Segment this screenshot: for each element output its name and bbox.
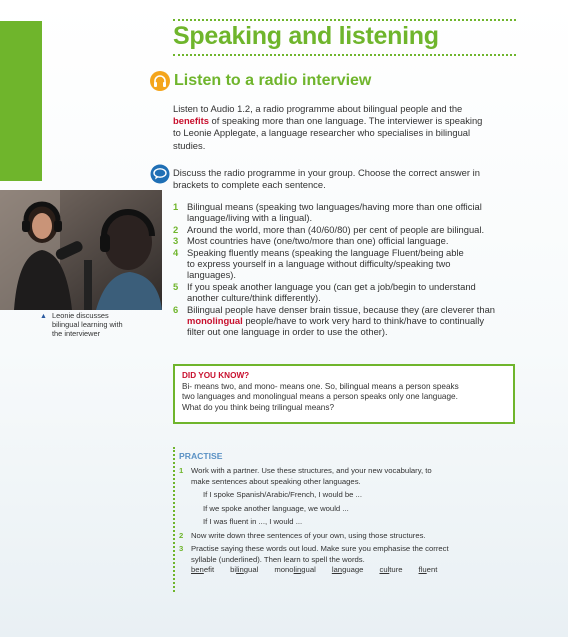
item-text: filter out one language in order to use the other). bbox=[187, 326, 388, 338]
keyword-monolingual: monolingual bbox=[187, 315, 243, 327]
structure-example: If we spoke another language, we would ... bbox=[203, 503, 349, 513]
caption-arrow-icon: ▲ bbox=[40, 313, 47, 320]
word-part: guage bbox=[342, 565, 364, 574]
caption-line: the interviewer bbox=[52, 329, 101, 338]
structure-example: If I spoke Spanish/Arabic/French, I would be ... bbox=[203, 490, 362, 499]
caption-line: bilingual learning with bbox=[52, 320, 123, 329]
item-text: Most countries have (one/two/more than one) official language. bbox=[187, 235, 449, 247]
interview-photo bbox=[0, 190, 162, 310]
list-item bbox=[173, 235, 523, 246]
list-item bbox=[173, 224, 523, 235]
word-part: efit bbox=[203, 565, 215, 574]
word-part: ture bbox=[389, 565, 403, 574]
item-number: 2 bbox=[179, 530, 184, 540]
item-text: Work with a partner. Use these structures, and your new vocabulary, to bbox=[191, 466, 432, 475]
item-number: 3 bbox=[173, 235, 179, 247]
practise-title: PRACTISE bbox=[179, 451, 223, 461]
did-you-know-box bbox=[173, 364, 515, 424]
word-list bbox=[191, 565, 509, 576]
item-number: 5 bbox=[173, 280, 179, 292]
word-part: ent bbox=[426, 565, 438, 574]
speech-bubble-icon bbox=[150, 164, 170, 184]
practise-section bbox=[173, 447, 518, 597]
stressed-syllable: lin bbox=[293, 565, 302, 574]
did-you-know-line: two languages and monolingual means a person speaks only one language. bbox=[182, 392, 458, 402]
item-number: 1 bbox=[173, 201, 179, 212]
word-fluent bbox=[419, 565, 438, 576]
stressed-syllable: lin bbox=[236, 565, 244, 574]
did-you-know-title: DID YOU KNOW? bbox=[182, 371, 250, 380]
item-text: another culture/think differently). bbox=[187, 292, 321, 304]
word-part: gual bbox=[243, 565, 259, 574]
item-text: Now write down three sentences of your own, using those structures. bbox=[191, 530, 426, 540]
keyword-benefits: benefits bbox=[173, 115, 209, 127]
word-part: mono bbox=[274, 565, 294, 574]
intro-line: studies. bbox=[173, 139, 206, 151]
list-item bbox=[179, 544, 509, 576]
stressed-syllable: lan bbox=[331, 565, 343, 574]
photo-caption bbox=[40, 311, 162, 338]
intro-line: to Leonie Applegate, a language researcher who specialises in bilingual bbox=[173, 127, 471, 139]
practise-rule bbox=[173, 447, 175, 592]
item-text: syllable (underlined). Then learn to spell the words. bbox=[191, 554, 365, 564]
item-number: 4 bbox=[173, 246, 179, 258]
item-text: people/have to work very hard to think/have to continually bbox=[242, 315, 485, 327]
page-title: Speaking and listening bbox=[173, 22, 439, 50]
list-item bbox=[179, 531, 509, 542]
word-language bbox=[332, 565, 364, 576]
did-you-know-line: What do you think being trilingual means? bbox=[182, 402, 335, 412]
word-part: bi bbox=[230, 565, 237, 574]
intro-line bbox=[173, 115, 518, 127]
discuss-line: Discuss the radio programme in your group. Choose the correct answer in bbox=[173, 167, 480, 178]
item-text: Bilingual means (speaking two languages/having more than one official bbox=[187, 201, 482, 212]
item-number: 6 bbox=[173, 303, 179, 315]
list-item bbox=[173, 201, 523, 224]
did-you-know-text bbox=[182, 382, 506, 413]
word-culture bbox=[379, 565, 402, 576]
item-text: Practise saying these words out loud. Make sure you emphasise the correct bbox=[191, 544, 449, 553]
list-item bbox=[173, 281, 523, 304]
stressed-syllable: ben bbox=[191, 565, 204, 574]
list-item bbox=[179, 466, 509, 528]
item-text bbox=[187, 315, 523, 326]
item-text: Around the world, more than (40/60/80) per cent of people are bilingual. bbox=[187, 223, 485, 235]
item-text: Bilingual people have denser brain tissue, because they (are cleverer than bbox=[187, 303, 496, 315]
word-benefit bbox=[191, 565, 214, 576]
did-you-know-line: Bi- means two, and mono- means one. So, bilingual means a person speaks bbox=[182, 382, 459, 391]
caption-line: Leonie discusses bbox=[52, 311, 109, 320]
discuss-line: brackets to complete each sentence. bbox=[173, 179, 326, 191]
item-text: make sentences about speaking other languages. bbox=[191, 476, 361, 486]
structure-example: If I was fluent in ..., I would ... bbox=[203, 517, 303, 526]
item-text: If you speak another language you (can get a job/begin to understand bbox=[187, 280, 476, 292]
item-text: Speaking fluently means (speaking the language Fluent/being able bbox=[187, 246, 464, 258]
section-heading bbox=[150, 71, 371, 91]
headphones-icon bbox=[150, 71, 170, 91]
list-item bbox=[173, 304, 523, 338]
word-bilingual bbox=[230, 565, 258, 576]
word-part: gual bbox=[301, 565, 316, 574]
question-list bbox=[173, 201, 523, 338]
item-number: 3 bbox=[179, 544, 184, 553]
item-number: 2 bbox=[173, 223, 179, 235]
intro-paragraph bbox=[173, 103, 518, 152]
word-monolingual bbox=[274, 565, 315, 576]
stressed-syllable: cul bbox=[379, 565, 390, 574]
intro-line: Listen to Audio 1.2, a radio programme about bilingual people and the bbox=[173, 103, 463, 114]
chapter-color-tab bbox=[0, 21, 42, 181]
intro-text: of speaking more than one language. The interviewer is speaking bbox=[208, 115, 483, 127]
section-title: Listen to a radio interview bbox=[174, 72, 372, 89]
discuss-instruction bbox=[173, 167, 518, 191]
practise-list bbox=[179, 466, 509, 576]
title-rule-bottom bbox=[173, 54, 516, 56]
title-rule-top bbox=[173, 19, 516, 21]
stressed-syllable: flu bbox=[418, 565, 427, 574]
item-text: languages). bbox=[187, 269, 236, 281]
list-item bbox=[173, 247, 523, 281]
item-number: 1 bbox=[179, 466, 184, 475]
item-text: to express yourself in a language without difficulty/speaking two bbox=[187, 258, 451, 270]
item-text: language/living with a lingual). bbox=[187, 212, 313, 224]
